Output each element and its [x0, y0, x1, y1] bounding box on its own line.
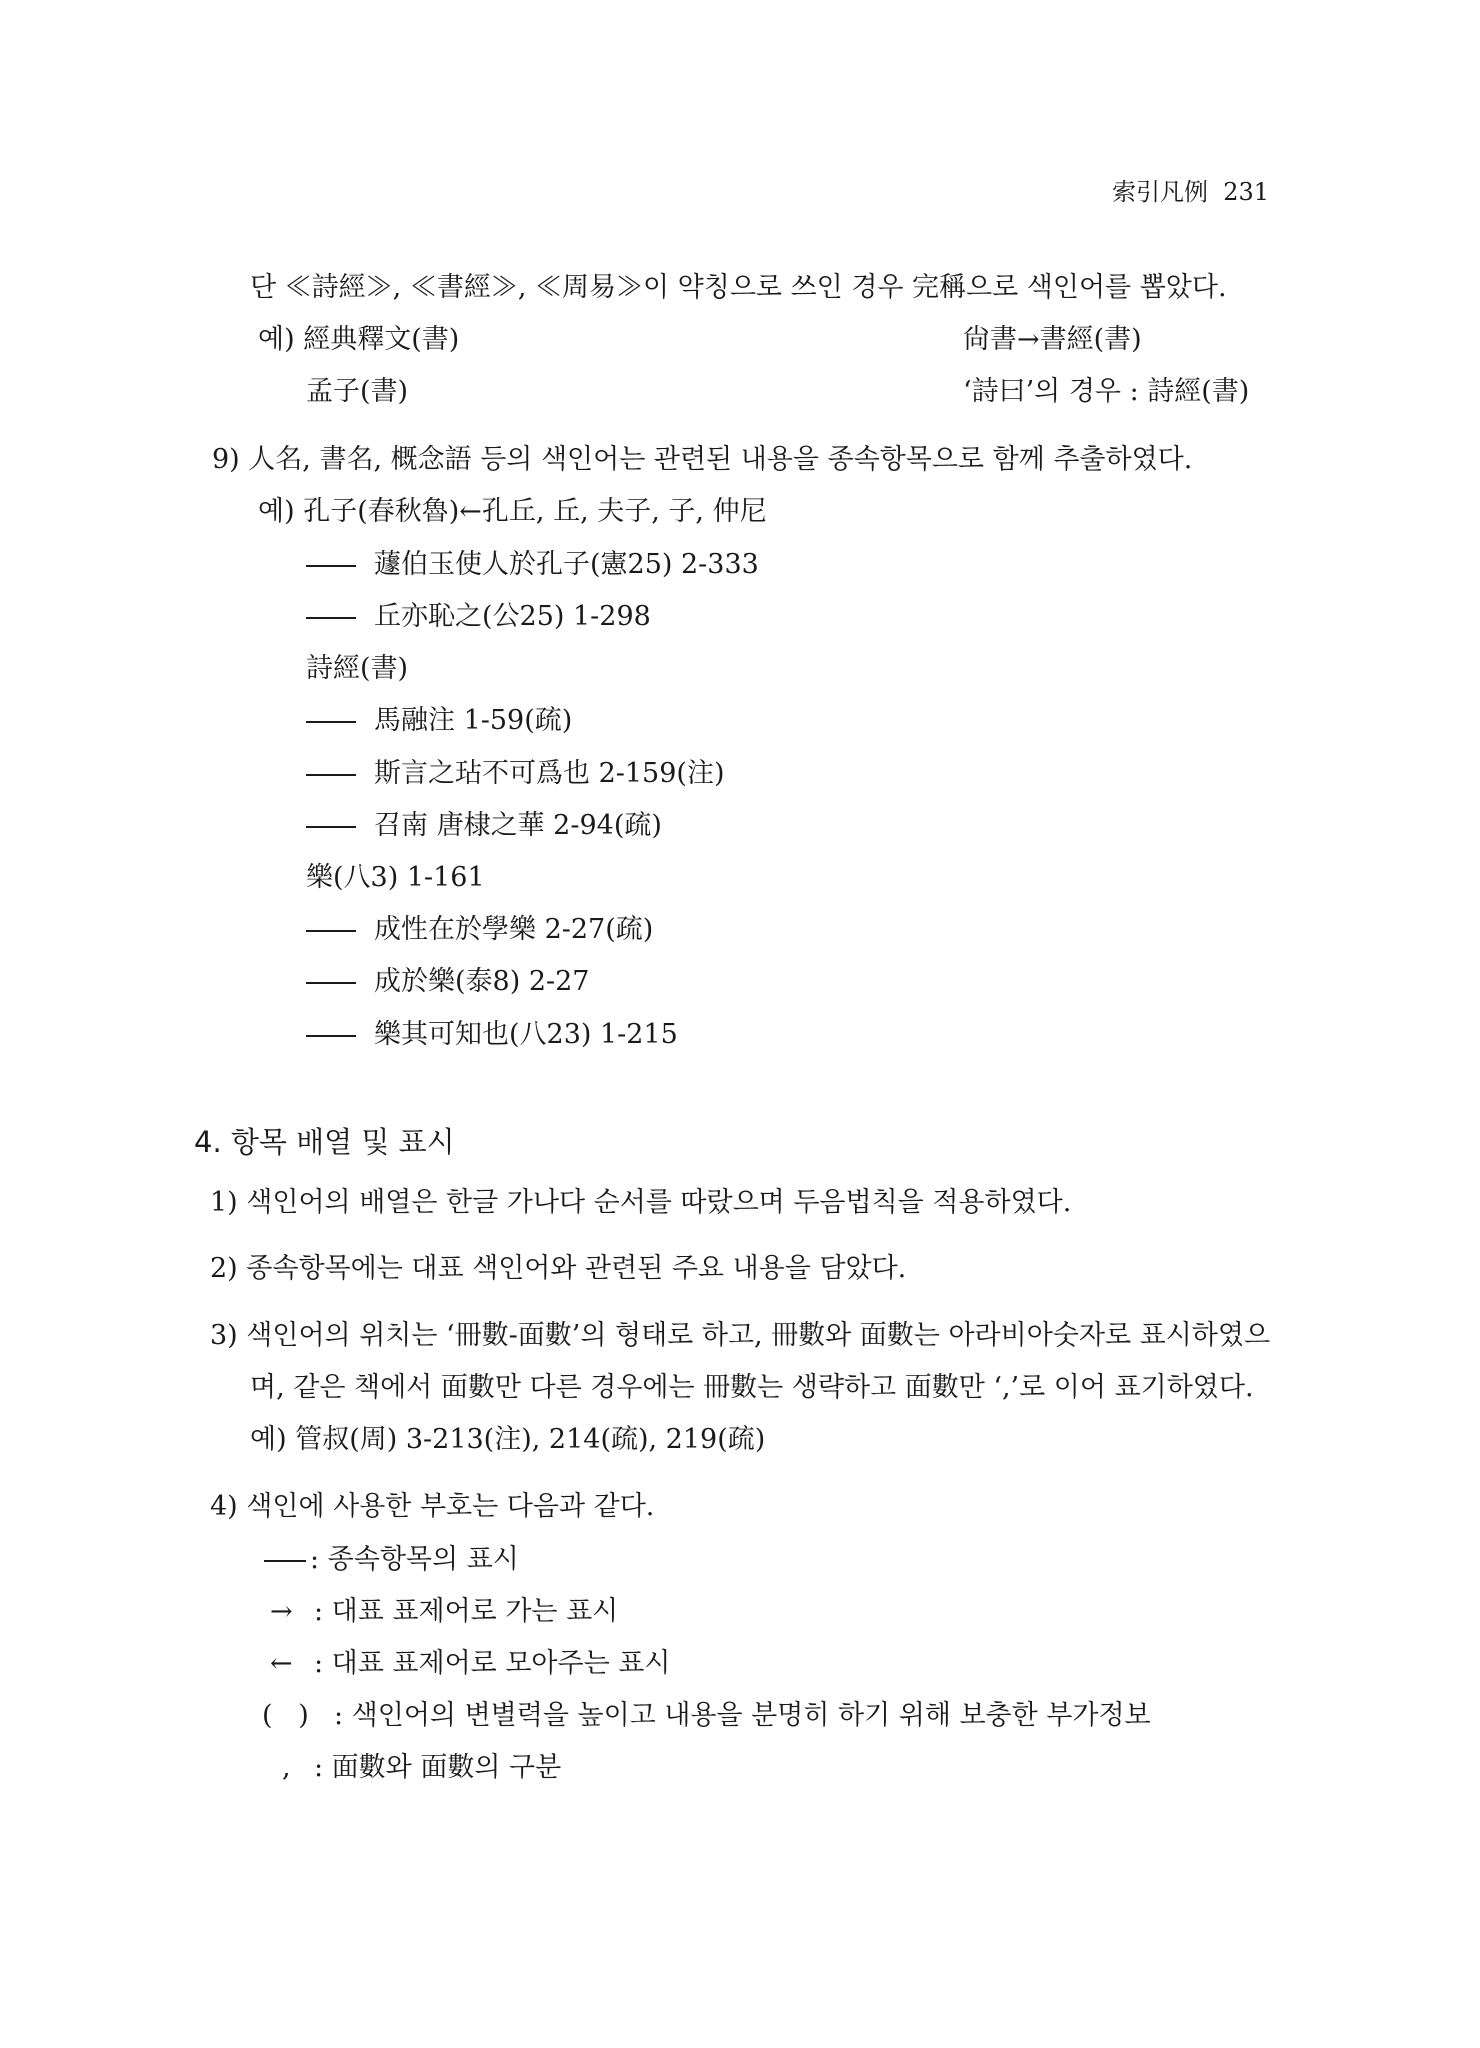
example-left: 經典釋文(書) [303, 324, 460, 355]
section-heading: 4. 항목 배열 및 표시 [194, 1125, 455, 1159]
dash-mark [306, 721, 356, 723]
right-arrow-icon: → [270, 1596, 293, 1627]
page-header [1112, 174, 1269, 210]
intro-example-2 [306, 374, 1306, 410]
paragraph-3-example: 예) 管叔(周) 3-213(注), 214(疏), 219(疏) [250, 1424, 766, 1455]
paragraph-3-line-2: 며, 같은 책에서 面數만 다른 경우에는 冊數는 생략하고 面數만 ‘,’로 이어 표기하였다. [250, 1372, 1254, 1403]
paragraph-3-line-1: 3) 색인어의 위치는 ‘冊數-面數’의 형태로 하고, 冊數와 面數는 아라비아숫자로 표시하였으 [210, 1320, 1271, 1351]
page-number: 231 [1223, 178, 1270, 206]
header-title: 索引凡例 [1112, 178, 1208, 206]
paragraph-2: 2) 종속항목에는 대표 색인어와 관련된 주요 내용을 담았다. [210, 1253, 907, 1284]
symbol-desc: : 종속항목의 표시 [310, 1544, 519, 1575]
dash-mark [306, 982, 356, 984]
sub-entry: 馬融注 1-59(疏) [306, 703, 572, 739]
comma-symbol: , [282, 1752, 291, 1783]
sub-entry: 成性在於學樂 2-27(疏) [306, 912, 653, 948]
item-9-example [258, 494, 767, 530]
intro-line: 단 ≪詩經≫, ≪書經≫, ≪周易≫이 약칭으로 쓰인 경우 完稱으로 색인어를 뽑았다. [250, 272, 1227, 303]
symbol-desc: : 대표 표제어로 가는 표시 [314, 1596, 619, 1627]
dash-mark [306, 617, 356, 619]
symbol-row-right-arrow [270, 1594, 618, 1630]
symbol-desc: : 面數와 面數의 구분 [314, 1752, 562, 1783]
symbol-desc: : 대표 표제어로 모아주는 표시 [314, 1648, 671, 1679]
sub-entry: 丘亦恥之(公25) 1-298 [306, 599, 651, 635]
dash-mark [306, 1035, 356, 1037]
intro-example-1 [258, 322, 1258, 358]
sub-entry: 斯言之玷不可爲也 2-159(注) [306, 756, 725, 792]
symbol-desc: : 색인어의 변별력을 높이고 내용을 분명히 하기 위해 보충한 부가정보 [334, 1700, 1151, 1731]
dash-mark [264, 1560, 306, 1562]
sub-entry: 召南 唐棣之華 2-94(疏) [306, 808, 662, 844]
parens-symbol: ( ) [262, 1700, 309, 1731]
sub-entry: 成於樂(泰8) 2-27 [306, 964, 590, 1000]
dash-mark [306, 774, 356, 776]
example-right: ‘詩曰’의 경우 : 詩經(書) [963, 376, 1250, 407]
entry-head: 樂(八3) 1-161 [306, 862, 485, 893]
symbol-row-parens [262, 1698, 1151, 1734]
sub-entry: 樂其可知也(八23) 1-215 [306, 1017, 678, 1053]
example-left: 孟子(書) [306, 376, 409, 407]
dash-mark [306, 930, 356, 932]
example-right: 尙書→書經(書) [963, 324, 1142, 355]
symbol-row-dash [264, 1542, 519, 1578]
sub-entry: 蘧伯玉使人於孔子(憲25) 2-333 [306, 547, 759, 583]
entry-head: 詩經(書) [306, 653, 409, 684]
paragraph-4: 4) 색인에 사용한 부호는 다음과 같다. [210, 1491, 655, 1522]
dash-mark [306, 565, 356, 567]
example-prefix: 예) [258, 496, 295, 527]
paragraph-1: 1) 색인어의 배열은 한글 가나다 순서를 따랐으며 두음법칙을 적용하였다. [210, 1187, 1072, 1218]
dash-mark [306, 826, 356, 828]
left-arrow-icon: ← [270, 1648, 293, 1679]
item-9-title: 9) 人名, 書名, 概念語 등의 색인어는 관련된 내용을 종속항목으로 함께 추출하였다. [212, 444, 1193, 475]
symbol-row-left-arrow [270, 1646, 670, 1682]
example-head: 孔子(春秋魯)←孔丘, 丘, 夫子, 子, 仲尼 [303, 496, 767, 527]
symbol-row-comma [282, 1750, 561, 1786]
example-prefix: 예) [258, 324, 295, 355]
